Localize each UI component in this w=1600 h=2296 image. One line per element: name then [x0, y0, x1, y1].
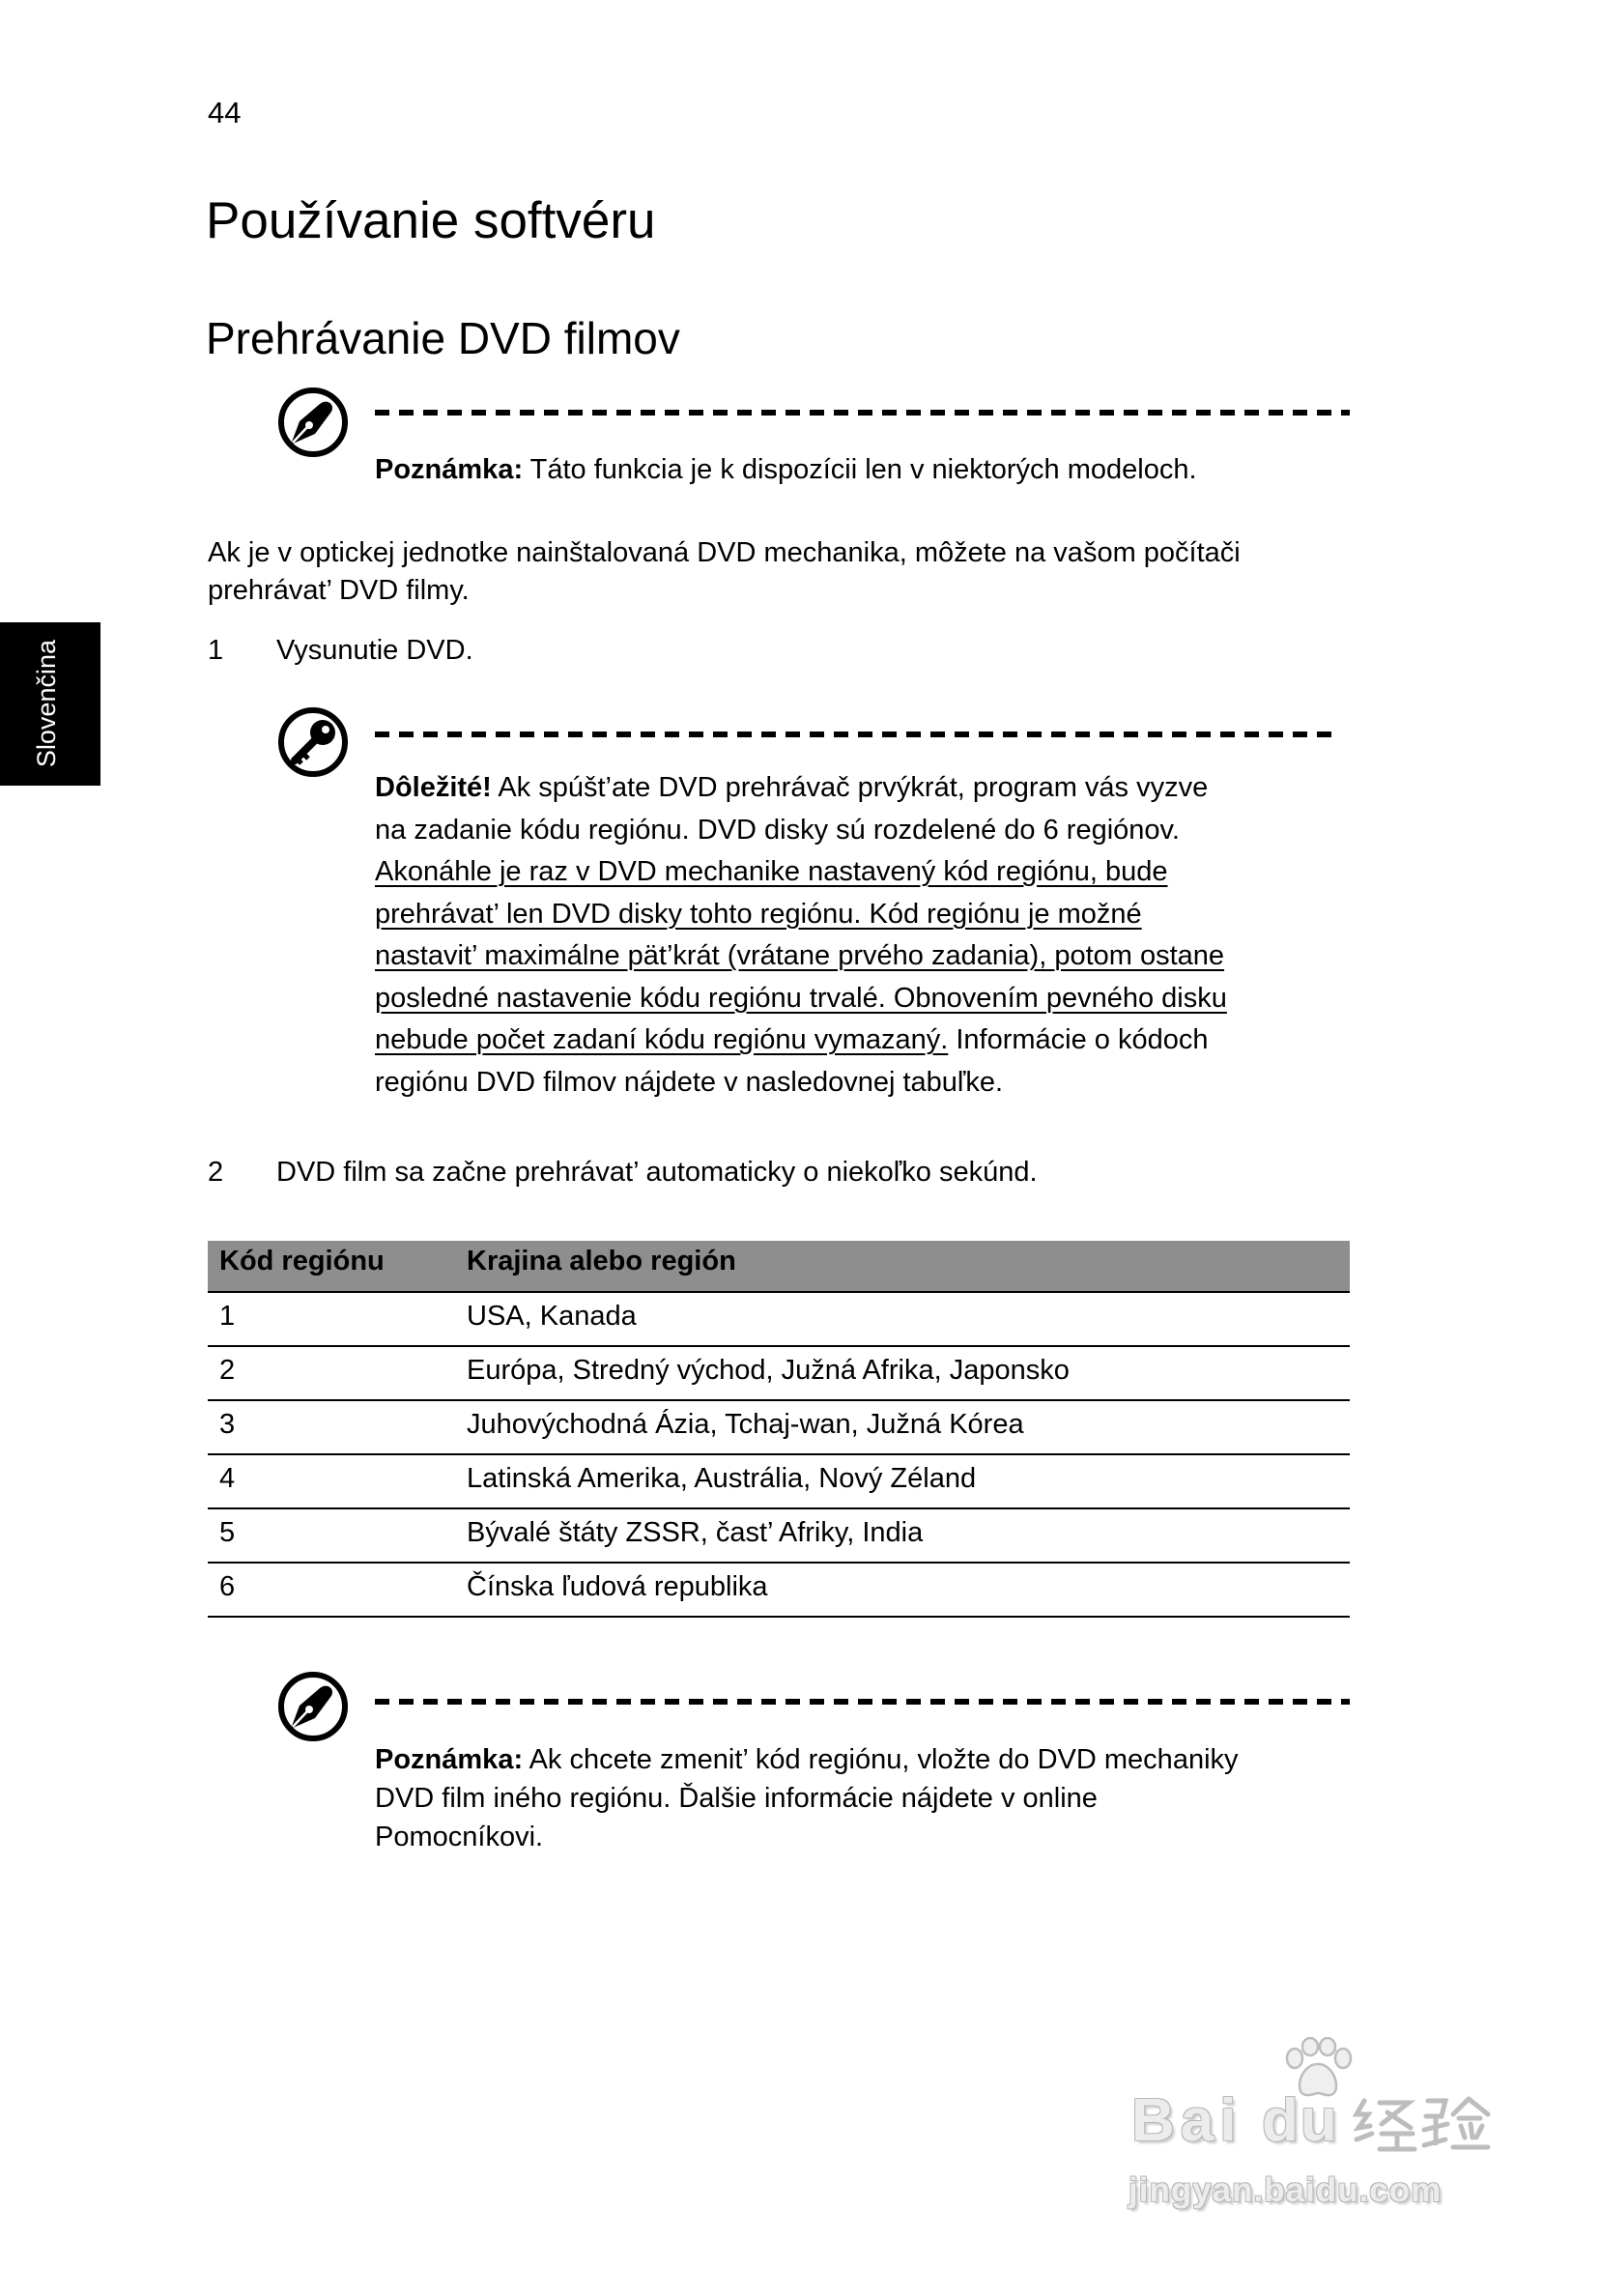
- important-paragraph: [375, 767, 1227, 1104]
- region-countries: Európa, Stredný východ, Južná Afrika, Japonsko: [467, 1355, 1070, 1386]
- pen-note-icon: [276, 1670, 350, 1743]
- step-text: Vysunutie DVD.: [276, 635, 473, 666]
- note-body: Ak chcete zmenit’ kód regiónu, vložte do DVD mechaniky: [529, 1744, 1239, 1775]
- note-text: [375, 450, 1197, 489]
- section-title: Prehrávanie DVD filmov: [206, 313, 680, 363]
- note-divider: [375, 410, 1350, 416]
- watermark-cjk-logo: [1353, 2095, 1492, 2153]
- region-countries: Bývalé štáty ZSSR, čast’ Afriky, India: [467, 1517, 924, 1548]
- underlined-text: nastavit’ maximálne pät’krát (vrátane prvého zadania), potom ostane: [375, 940, 1225, 971]
- table-row: [208, 1293, 1350, 1347]
- table-header-row: [208, 1241, 1350, 1293]
- table-header-cell: Kód regiónu: [219, 1246, 385, 1277]
- region-code: 4: [219, 1463, 236, 1494]
- note-line: [375, 1740, 1239, 1779]
- watermark-url: jingyan.baidu.com: [1129, 2171, 1443, 2209]
- underlined-text: posledné nastavenie kódu regiónu trvalé. Obnovením pevného disku: [375, 982, 1227, 1014]
- important-line: [375, 935, 1227, 978]
- important-line: [375, 1019, 1227, 1062]
- important-line: [375, 894, 1227, 936]
- region-table: [208, 1241, 1350, 1618]
- region-countries: USA, Kanada: [467, 1301, 637, 1332]
- intro-line: prehrávat’ DVD filmy.: [208, 575, 470, 606]
- underlined-text: Akonáhle je raz v DVD mechanike nastavený kód regiónu, bude: [375, 856, 1168, 887]
- table-row: [208, 1564, 1350, 1618]
- watermark-logo: Bai: [1131, 2087, 1243, 2154]
- intro-paragraph: [208, 534, 1241, 610]
- watermark-logo: du: [1262, 2087, 1339, 2154]
- page-number: 44: [208, 96, 242, 129]
- step-text: DVD film sa začne prehrávat’ automaticky o niekoľko sekúnd.: [276, 1157, 1038, 1188]
- table-header-cell: Krajina alebo región: [467, 1246, 736, 1277]
- table-row: [208, 1347, 1350, 1401]
- important-text: Informácie o kódoch: [956, 1024, 1209, 1055]
- table-row: [208, 1401, 1350, 1455]
- note-line: Pomocníkovi.: [375, 1822, 544, 1852]
- note-body: Táto funkcia je k dispozícii len v niektorých modeloch.: [529, 454, 1197, 485]
- step-number: 2: [208, 1157, 224, 1188]
- region-code: 2: [219, 1355, 236, 1386]
- region-code: 5: [219, 1517, 236, 1548]
- underlined-text: nebude počet zadaní kódu regiónu vymazaný.: [375, 1024, 949, 1055]
- region-countries: Čínska ľudová republika: [467, 1571, 768, 1602]
- important-label: Dôležité!: [375, 772, 492, 803]
- region-countries: Latinská Amerika, Austrália, Nový Zéland: [467, 1463, 977, 1494]
- note-line: DVD film iného regiónu. Ďalšie informácie nájdete v online: [375, 1783, 1098, 1814]
- step-number: 1: [208, 635, 224, 666]
- underlined-text: prehrávat’ len DVD disky tohto regiónu. Kód regiónu je možné: [375, 898, 1142, 930]
- table-row: [208, 1455, 1350, 1509]
- page-title: Používanie softvéru: [206, 192, 656, 249]
- intro-line: Ak je v optickej jednotke nainštalovaná DVD mechanika, môžete na vašom počítači: [208, 537, 1241, 568]
- region-code: 3: [219, 1409, 236, 1440]
- region-code: 6: [219, 1571, 236, 1602]
- region-code: 1: [219, 1301, 236, 1332]
- important-divider: [375, 732, 1341, 737]
- important-line: [375, 851, 1227, 894]
- important-line: regiónu DVD filmov nájdete v nasledovnej tabuľke.: [375, 1066, 1004, 1098]
- note-label: Poznámka:: [375, 1744, 524, 1775]
- pen-note-icon: [276, 386, 350, 459]
- note-label: Poznámka:: [375, 454, 524, 485]
- language-side-tab-label: Slovenčina: [31, 640, 61, 768]
- region-countries: Juhovýchodná Ázia, Tchaj-wan, Južná Kórea: [467, 1409, 1024, 1440]
- note-text: [375, 1740, 1239, 1856]
- note-divider: [375, 1699, 1350, 1705]
- language-side-tab: [0, 622, 100, 786]
- important-line: na zadanie kódu regiónu. DVD disky sú rozdelené do 6 regiónov.: [375, 814, 1180, 846]
- important-text: Ak spúšt’ate DVD prehrávač prvýkrát, program vás vyzve: [498, 772, 1209, 803]
- important-line: [375, 978, 1227, 1020]
- important-line: [375, 767, 1227, 810]
- key-important-icon: [276, 705, 350, 779]
- table-row: [208, 1509, 1350, 1564]
